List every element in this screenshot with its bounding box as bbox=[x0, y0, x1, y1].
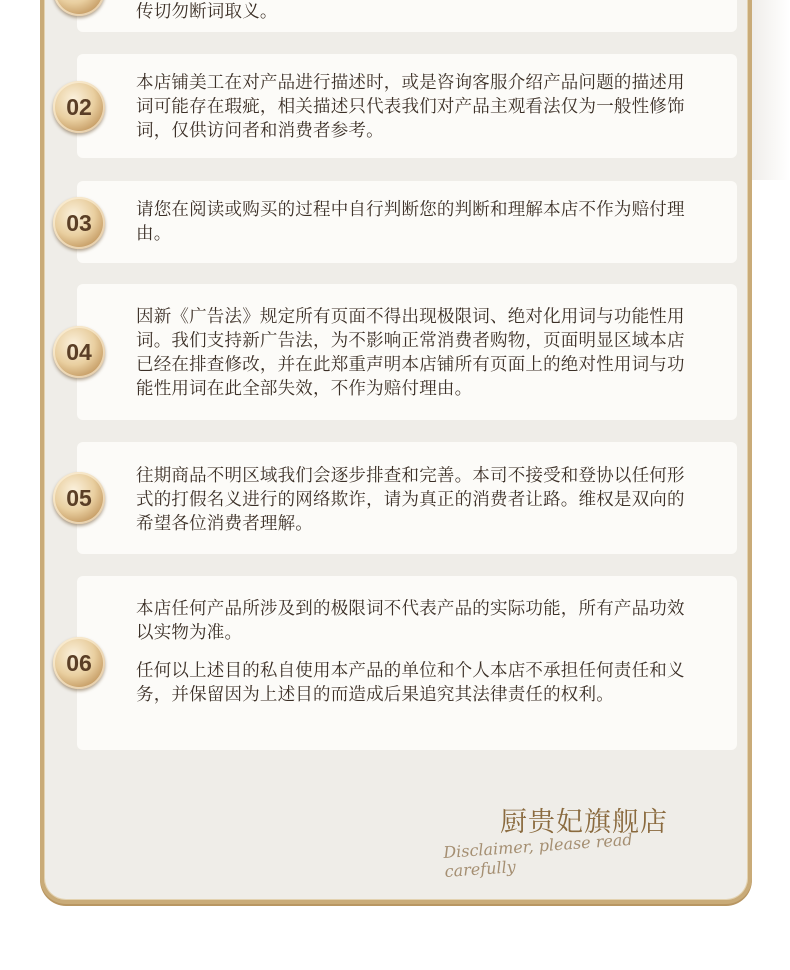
brand-name: 厨贵妃旗舰店 bbox=[500, 807, 668, 838]
disclaimer-item-05 bbox=[77, 442, 737, 554]
item-text: 请您在阅读或购买的过程中自行判断您的判断和理解本店不作为赔付理由。 bbox=[136, 200, 685, 244]
disclaimer-item-04 bbox=[77, 284, 737, 420]
badge-number: 02 bbox=[66, 94, 92, 120]
number-badge-01 bbox=[53, 0, 105, 16]
item-text: 本店铺美工在对产品进行描述时，或是咨询客服介绍产品问题的描述用词可能存在瑕疵，相关描述只代表我们对产品主观看法仅为一般性修饰词，仅供访问者和消费者参考。 bbox=[136, 73, 685, 141]
badge-number: 04 bbox=[66, 339, 92, 365]
disclaimer-item-03 bbox=[77, 181, 737, 263]
badge-number: 06 bbox=[66, 650, 92, 676]
disclaimer-tagline: Disclaimer, please read carefully bbox=[442, 829, 634, 881]
number-badge-02 bbox=[53, 81, 105, 133]
item-text: 因新《广告法》规定所有页面不得出现极限词、绝对化用词与功能性用词。我们支持新广告法，为不影响正常消费者购物，页面明显区域本店已经在排查修改，并在此郑重声明本店铺所有页面上的绝对性用词与功能性用词在此全部失效，不作为赔付理由。 bbox=[136, 307, 685, 399]
badge-number: 05 bbox=[66, 485, 92, 511]
item-text-2: 任何以上述目的私自使用本产品的单位和个人本店不承担任何责任和义务，并保留因为上述目的而造成后果追究其法律责任的权利。 bbox=[136, 661, 685, 705]
item-text: 传切勿断词取义。 bbox=[136, 2, 278, 22]
number-badge-04 bbox=[53, 326, 105, 378]
number-badge-05 bbox=[53, 472, 105, 524]
disclaimer-item-06 bbox=[77, 576, 737, 750]
number-badge-03 bbox=[53, 197, 105, 249]
edge-decoration bbox=[752, 0, 790, 180]
badge-number: 03 bbox=[66, 210, 92, 236]
disclaimer-item-01 bbox=[77, 0, 737, 32]
number-badge-06 bbox=[53, 637, 105, 689]
badge-number bbox=[53, 0, 105, 16]
disclaimer-item-02 bbox=[77, 54, 737, 158]
item-text: 往期商品不明区域我们会逐步排查和完善。本司不接受和登协以任何形式的打假名义进行的网络欺诈，请为真正的消费者让路。维权是双向的希望各位消费者理解。 bbox=[136, 466, 685, 534]
item-text: 本店任何产品所涉及到的极限词不代表产品的实际功能，所有产品功效以实物为准。 bbox=[136, 599, 685, 643]
